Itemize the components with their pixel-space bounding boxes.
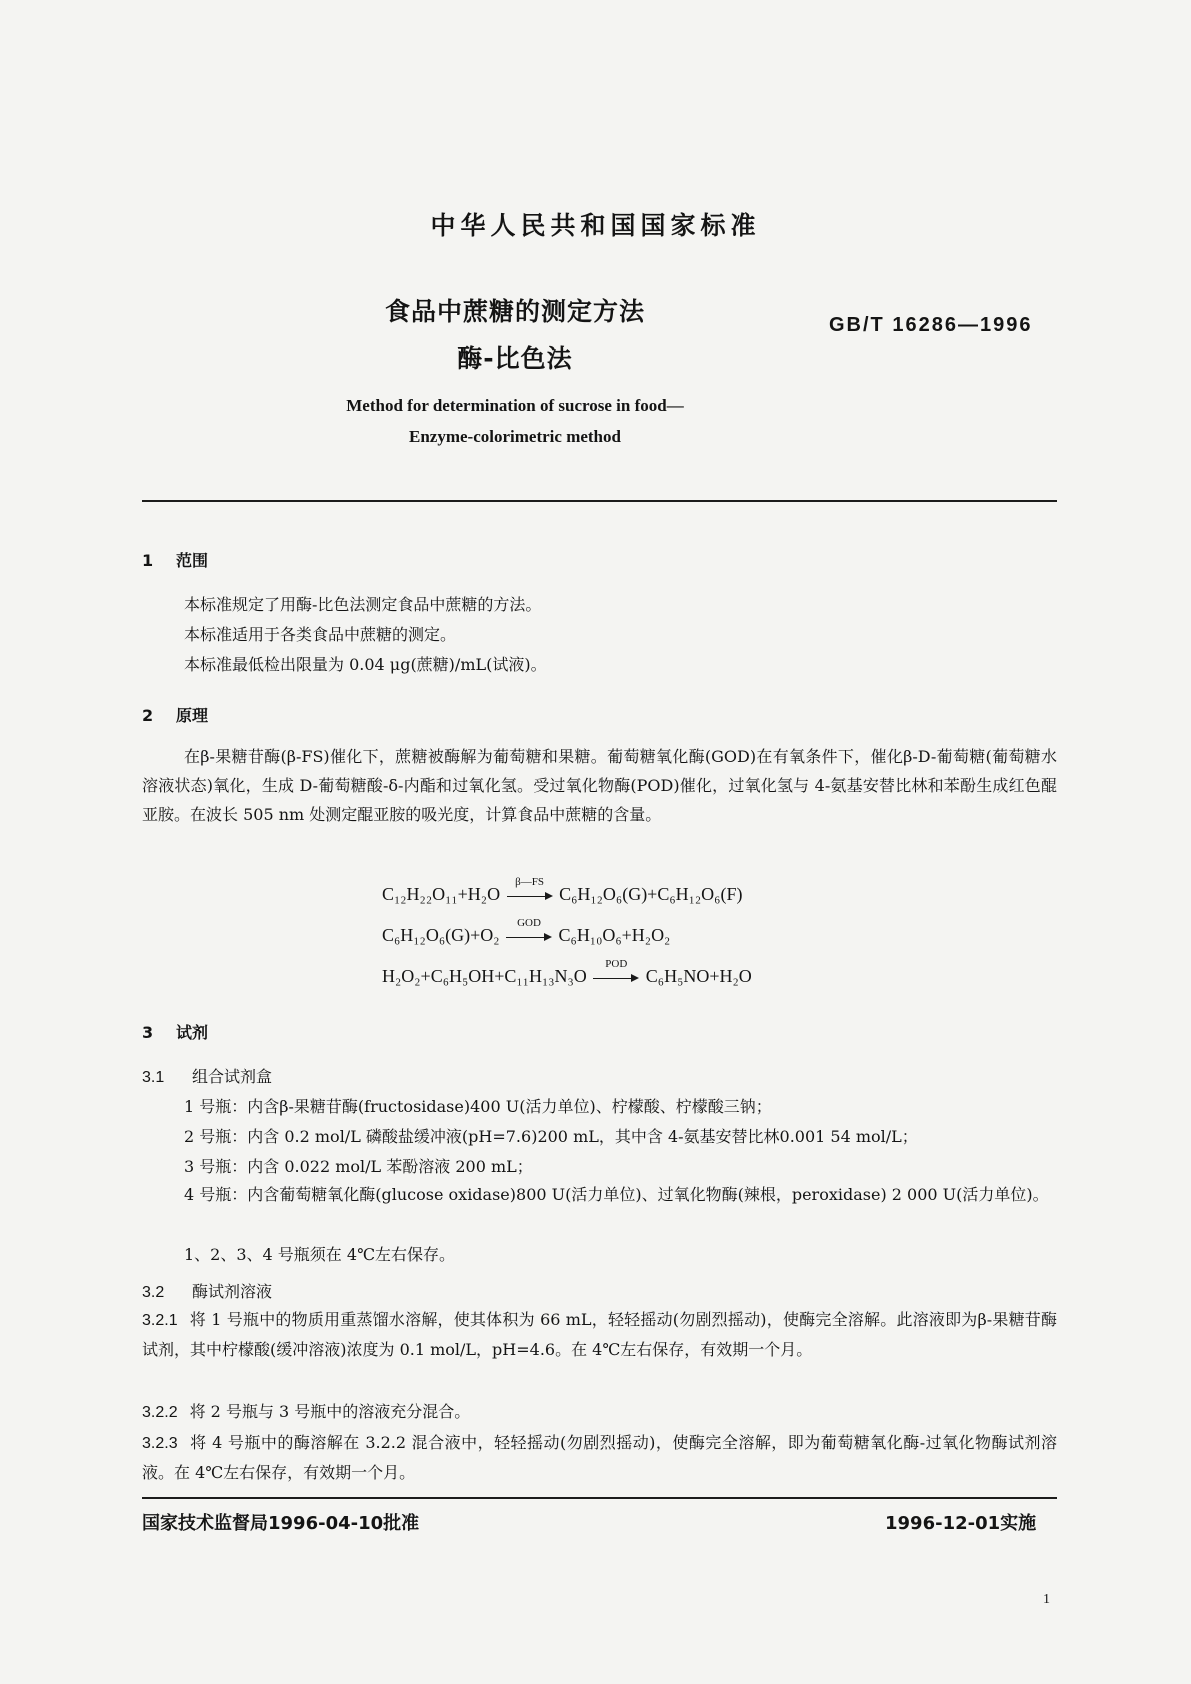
section-number: 2 bbox=[142, 706, 154, 725]
page-number: 1 bbox=[1043, 1592, 1050, 1607]
kit-bottle-4-text: 4 号瓶：内含葡萄糖氧化酶(glucose oxidase)800 U(活力单位)、过氧化物酶(辣根，peroxidase) 2 000 U(活力单位)。 bbox=[184, 1185, 1049, 1204]
document-title: 食品中蔗糖的测定方法 bbox=[384, 297, 645, 326]
catalyst-label: GOD bbox=[517, 916, 541, 929]
section-number: 1 bbox=[142, 551, 154, 570]
equation-reactants: H₂O₂+C₆H₅OH+C₁₁H₁₃N₃O bbox=[382, 966, 587, 986]
standard-number: GB/T 16286—1996 bbox=[829, 314, 1033, 336]
reaction-arrow-icon bbox=[507, 875, 553, 902]
clause-text: 将 2 号瓶与 3 号瓶中的溶液充分混合。 bbox=[189, 1402, 471, 1421]
principle-paragraph bbox=[142, 742, 1057, 829]
section-1-heading bbox=[142, 548, 208, 571]
reaction-arrow-icon bbox=[506, 916, 552, 943]
clause-text: 将 4 号瓶中的酶溶解在 3.2.2 混合液中，轻轻摇动(勿剧烈摇动)，使酶完全溶解，即为葡萄糖氧化酶-过氧化物酶试剂溶液。在 4℃左右保存，有效期一个月。 bbox=[142, 1433, 1057, 1482]
document-subtitle: 酶-比色法 bbox=[457, 344, 573, 373]
approval-date: 国家技术监督局1996-04-10批准 bbox=[142, 1513, 420, 1534]
subsection-title: 组合试剂盒 bbox=[192, 1067, 273, 1086]
clause-text: 将 1 号瓶中的物质用重蒸馏水溶解，使其体积为 66 mL，轻轻摇动(勿剧烈摇动)，使酶完全溶解。此溶液即为β-果糖苷酶试剂，其中柠檬酸(缓冲溶液)浓度为 0.1 mol/L，pH=4.6。在 4℃左右保存，有效期一个月。 bbox=[142, 1310, 1057, 1359]
catalyst-label: β—FS bbox=[515, 875, 545, 888]
section-2-heading bbox=[142, 703, 208, 726]
scope-line: 本标准规定了用酶-比色法测定食品中蔗糖的方法。 bbox=[184, 595, 542, 614]
implementation-date: 1996-12-01实施 bbox=[885, 1513, 1037, 1534]
section-title: 试剂 bbox=[176, 1023, 209, 1042]
kit-bottle-1: 1 号瓶：内含β-果糖苷酶(fructosidase)400 U(活力单位)、柠檬酸、柠檬酸三钠； bbox=[184, 1097, 772, 1116]
kit-bottle-4 bbox=[142, 1180, 1057, 1209]
clause-number: 3.2.1 bbox=[142, 1312, 178, 1329]
section-title: 原理 bbox=[176, 706, 209, 725]
reaction-equation-1 bbox=[382, 875, 743, 905]
equation-products: C₆H₁₀O₆+H₂O₂ bbox=[558, 925, 671, 945]
section-title: 范围 bbox=[176, 551, 209, 570]
english-title-line2: Enzyme-colorimetric method bbox=[409, 427, 621, 446]
equation-products: C₆H₅NO+H₂O bbox=[645, 966, 752, 986]
reaction-arrow-icon bbox=[593, 957, 639, 984]
section-3-heading bbox=[142, 1020, 208, 1043]
clause-3-2-1 bbox=[142, 1305, 1057, 1364]
principle-text: 在β-果糖苷酶(β-FS)催化下，蔗糖被酶解为葡萄糖和果糖。葡萄糖氧化酶(GOD)在有氧条件下，催化β-D-葡萄糖(葡萄糖水溶液状态)氧化，生成 D-葡萄糖酸-δ-内酯和过氧化氢。受过氧化物酶(POD)催化，过氧化氢与 4-氨基安替比林和苯酚生成红色醌亚胺。在波长 505 nm 处测定醌亚胺的吸光度，计算食品中蔗糖的含量。 bbox=[142, 747, 1057, 824]
equation-products: C₆H₁₂O₆(G)+C₆H₁₂O₆(F) bbox=[559, 884, 743, 904]
footer-divider bbox=[142, 1497, 1057, 1499]
subsection-title: 酶试剂溶液 bbox=[192, 1282, 273, 1301]
scope-line: 本标准适用于各类食品中蔗糖的测定。 bbox=[184, 625, 457, 644]
national-standard-heading: 中华人民共和国国家标准 bbox=[430, 211, 761, 240]
catalyst-label: POD bbox=[605, 957, 628, 970]
english-title-line1: Method for determination of sucrose in food— bbox=[346, 396, 684, 415]
kit-storage-note: 1、2、3、4 号瓶须在 4℃左右保存。 bbox=[184, 1245, 455, 1264]
equation-reactants: C₆H₁₂O₆(G)+O₂ bbox=[382, 925, 500, 945]
clause-number: 3.2.3 bbox=[142, 1435, 178, 1452]
header-divider bbox=[142, 500, 1057, 502]
kit-bottle-3: 3 号瓶：内含 0.022 mol/L 苯酚溶液 200 mL； bbox=[184, 1157, 533, 1176]
subsection-number: 3.1 bbox=[142, 1069, 165, 1086]
section-number: 3 bbox=[142, 1023, 154, 1042]
reaction-equation-2 bbox=[382, 916, 671, 946]
kit-bottle-2: 2 号瓶：内含 0.2 mol/L 磷酸盐缓冲液(pH=7.6)200 mL，其中含 4-氨基安替比林0.001 54 mol/L； bbox=[184, 1127, 918, 1146]
clause-number: 3.2.2 bbox=[142, 1404, 178, 1421]
scope-line: 本标准最低检出限量为 0.04 μg(蔗糖)/mL(试液)。 bbox=[184, 655, 547, 674]
clause-3-2-3 bbox=[142, 1428, 1057, 1487]
subsection-3-1-heading bbox=[142, 1064, 272, 1087]
equation-reactants: C₁₂H₂₂O₁₁+H₂O bbox=[382, 884, 501, 904]
subsection-3-2-heading bbox=[142, 1279, 272, 1302]
reaction-equation-3 bbox=[382, 957, 752, 987]
subsection-number: 3.2 bbox=[142, 1284, 165, 1301]
clause-3-2-2 bbox=[142, 1397, 1057, 1427]
